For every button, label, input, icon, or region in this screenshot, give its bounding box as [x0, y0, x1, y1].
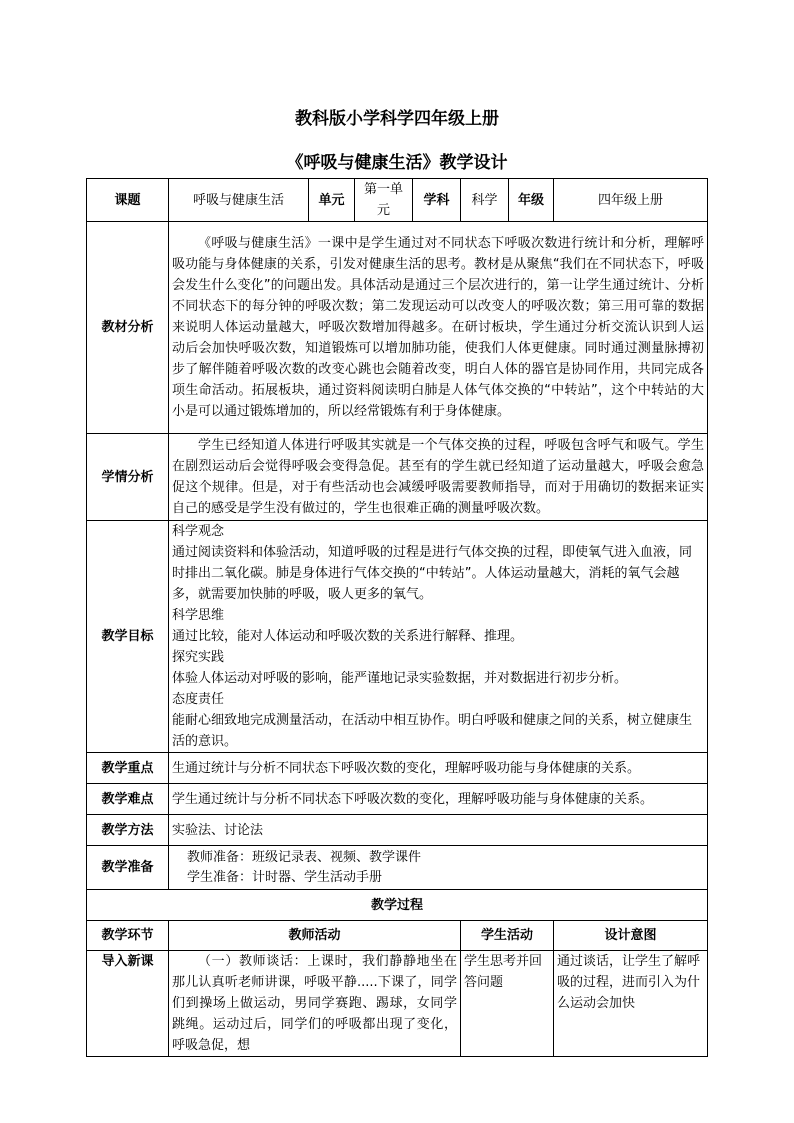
goal-heading-practice: 探究实践 — [172, 650, 225, 665]
preparation-row — [87, 846, 708, 890]
col-header-teacher: 教师活动 — [169, 921, 461, 951]
goal-heading-thinking: 科学思维 — [172, 608, 225, 623]
topic-value: 呼吸与健康生活 — [169, 179, 309, 222]
methods-text: 实验法、讨论法 — [169, 815, 708, 846]
methods-row — [87, 815, 708, 846]
process-student-activity: 学生思考并回答问题 — [461, 951, 554, 1057]
goal-text-attitude: 能耐心细致地完成测量活动，在活动中相互协作。明白呼吸和健康之间的关系，树立健康生活的意识。 — [172, 713, 693, 749]
grade-label: 年级 — [509, 179, 554, 222]
process-heading-row — [87, 890, 708, 921]
col-header-intent: 设计意图 — [554, 921, 708, 951]
goals-label: 教学目标 — [87, 521, 169, 753]
goal-text-thinking: 通过比较，能对人体运动和呼吸次数的关系进行解释、推理。 — [172, 629, 524, 644]
subject-label: 学科 — [413, 179, 461, 222]
goal-text-concept: 通过阅读资料和体验活动，知道呼吸的过程是进行气体交换的过程，即使氧气进入血液，同时排出二氧化碳。肺是身体进行气体交换的“中转站”。人体运动量越大，消耗的氧气会越多，就需要加快肺的呼吸，吸人更多的氧气。 — [172, 545, 693, 602]
material-analysis-text: 《呼吸与健康生活》一课中是学生通过对不同状态下呼吸次数进行统计和分析，理解呼吸功能与身体健康的关系，引发对健康生活的思考。教材是从聚焦“我们在不同状态下，呼吸会发生什么变化”的问题出发。具体活动是通过三个层次进行的，第一让学生通过统计、分析不同状态下的每分钟的呼吸次数；第二发现运动可以改变人的呼吸次数；第三用可靠的数据来说明人体运动量越大，呼吸次数增加得越多。在研讨板块，学生通过分析交流认识到人运动后会加快呼吸次数，知道锻炼可以增加肺功能，使我们人体更健康。同时通过测量脉搏初步了解伴随着呼吸次数的改变心跳也会随着改变，明白人体的器官是协同作用，共同完成各项生命活动。拓展板块，通过资料阅读明白肺是人体气体交换的“中转站”，这个中转站的大小是可以通过锻炼增加的，所以经常锻炼有利于身体健康。 — [169, 222, 708, 434]
key-points-text: 生通过统计与分析不同状态下呼吸次数的变化，理解呼吸功能与身体健康的关系。 — [169, 753, 708, 784]
difficulties-label: 教学难点 — [87, 784, 169, 815]
difficulties-row — [87, 784, 708, 815]
process-heading: 教学过程 — [87, 890, 708, 921]
material-analysis-label: 教材分析 — [87, 222, 169, 434]
topic-label: 课题 — [87, 179, 169, 222]
student-analysis-row — [87, 434, 708, 521]
student-analysis-label: 学情分析 — [87, 434, 169, 521]
document-subtitle: 《呼吸与健康生活》教学设计 — [286, 153, 508, 173]
preparation-content — [169, 846, 708, 890]
goal-text-practice: 体验人体运动对呼吸的影响，能严谨地记录实验数据，并对数据进行初步分析。 — [172, 671, 628, 686]
col-header-stage: 教学环节 — [87, 921, 169, 951]
col-header-student: 学生活动 — [461, 921, 554, 951]
process-column-headers — [87, 921, 708, 951]
methods-label: 教学方法 — [87, 815, 169, 846]
unit-value: 第一单元 — [355, 179, 413, 222]
teacher-preparation: 教师准备：班级记录表、视频、教学课件 — [187, 849, 422, 865]
student-analysis-text: 学生已经知道人体进行呼吸其实就是一个气体交换的过程，呼吸包含呼气和吸气。学生在剧烈运动后会觉得呼吸会变得急促。甚至有的学生就已经知道了运动量越大，呼吸会愈急促这个规律。但是，对于有些活动也会减缓呼吸需要教师指导，而对于用确切的数据来证实自己的感受是学生没有做过的，学生也很难正确的测量呼吸次数。 — [169, 434, 708, 521]
goal-heading-concept: 科学观念 — [172, 524, 225, 539]
difficulties-text: 学生通过统计与分析不同状态下呼吸次数的变化，理解呼吸功能与身体健康的关系。 — [169, 784, 708, 815]
subject-value: 科学 — [461, 179, 509, 222]
goal-heading-attitude: 态度责任 — [172, 692, 225, 707]
header-row — [87, 179, 708, 222]
key-points-label: 教学重点 — [87, 753, 169, 784]
preparation-label: 教学准备 — [87, 846, 169, 890]
document-title: 教科版小学科学四年级上册 — [295, 109, 499, 129]
process-teacher-activity: （一）教师谈话：上课时，我们静静地坐在那儿认真听老师讲课，呼吸平静.....下课了，同学们到操场上做运动，男同学赛跑、踢球，女同学跳绳。运动过后，同学们的呼吸都出现了变化，呼吸急促，想 — [169, 951, 461, 1057]
grade-value: 四年级上册 — [554, 179, 708, 222]
process-design-intent: 通过谈话，让学生了解呼吸的过程，进而引入为什么运动会加快 — [554, 951, 708, 1057]
student-preparation: 学生准备：计时器、学生活动手册 — [187, 869, 383, 885]
lesson-plan-table — [86, 178, 708, 1057]
goals-row — [87, 521, 708, 753]
goals-content — [169, 521, 708, 753]
process-stage: 导入新课 — [87, 951, 169, 1057]
process-row — [87, 951, 708, 1057]
unit-label: 单元 — [309, 179, 355, 222]
key-points-row — [87, 753, 708, 784]
material-analysis-row — [87, 222, 708, 434]
